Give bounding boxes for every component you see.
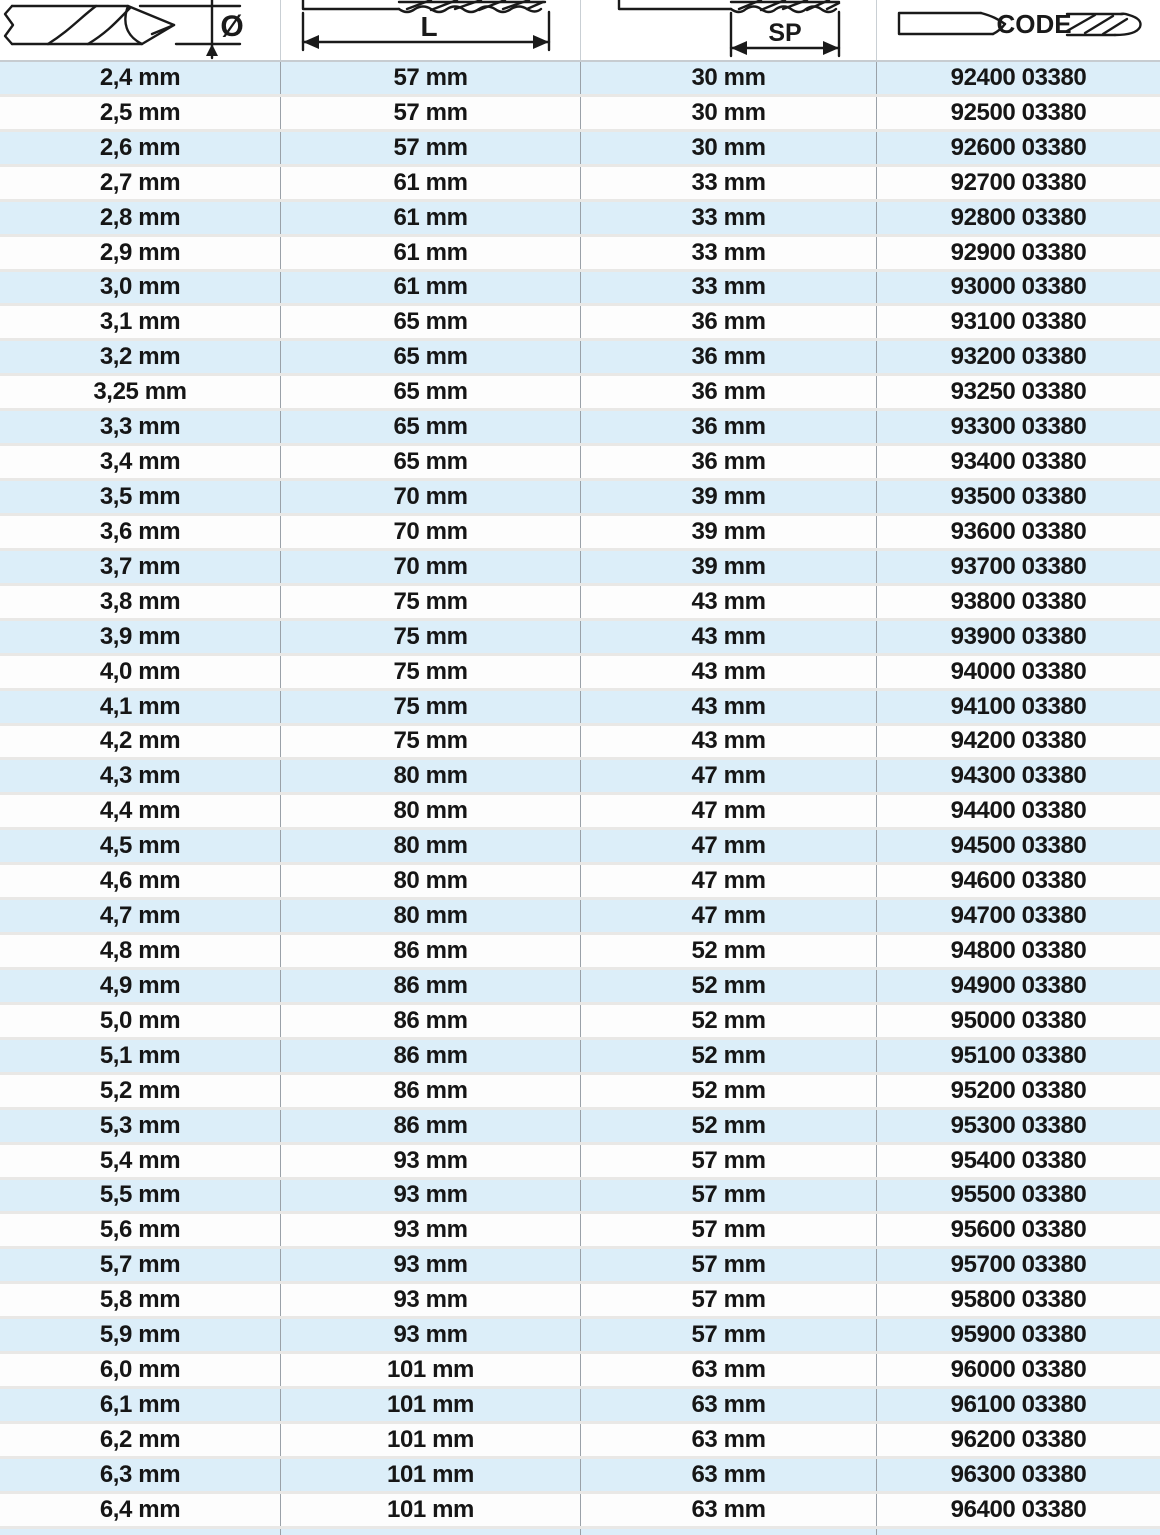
table-row — [0, 1389, 1160, 1424]
cell-length: 75 mm — [280, 656, 580, 688]
cell-diameter: 2,4 mm — [99, 63, 181, 91]
cell-diameter: 4,9 mm — [99, 971, 181, 999]
table-row — [0, 1354, 1160, 1389]
header-col-spiral — [580, 0, 876, 60]
table-row — [0, 586, 1160, 621]
cell-length: 65 mm — [280, 306, 580, 338]
diameter-symbol: Ø — [220, 10, 244, 43]
table-row — [0, 935, 1160, 970]
cell-spiral: 43 mm — [580, 726, 876, 758]
table-row — [0, 481, 1160, 516]
table-row — [0, 202, 1160, 237]
cell-spiral: 39 mm — [580, 516, 876, 548]
cell-spiral: 43 mm — [580, 691, 876, 723]
cell-length: 61 mm — [280, 167, 580, 199]
cell-code: 95000 03380 — [876, 1005, 1160, 1037]
table-row — [0, 62, 1160, 97]
cell-length: 75 mm — [280, 726, 580, 758]
cell-code: 96000 03380 — [876, 1354, 1160, 1386]
cell-length: 93 mm — [280, 1284, 580, 1316]
table-row — [0, 272, 1160, 307]
table-row — [0, 1110, 1160, 1145]
cell-code: 92800 03380 — [876, 202, 1160, 234]
cell-spiral: 63 mm — [580, 1494, 876, 1526]
drill-code-icon — [877, 0, 1160, 60]
cell-spiral: 57 mm — [580, 1180, 876, 1212]
table-row — [0, 446, 1160, 481]
cell-code: 93400 03380 — [876, 446, 1160, 478]
table-row — [0, 1284, 1160, 1319]
cell-length: 70 mm — [280, 551, 580, 583]
cell-code: 96300 03380 — [876, 1459, 1160, 1491]
cell-spiral: 47 mm — [580, 795, 876, 827]
cell-length: 57 mm — [280, 62, 580, 94]
cell-diameter: 4,5 mm — [99, 832, 181, 860]
cell-spiral: 57 mm — [580, 1319, 876, 1351]
cell-spiral: 33 mm — [580, 167, 876, 199]
cell-length: 86 mm — [280, 935, 580, 967]
cell-code: 95200 03380 — [876, 1075, 1160, 1107]
cell-code: 95500 03380 — [876, 1180, 1160, 1212]
cell-diameter: 6,2 mm — [99, 1425, 181, 1453]
cell-length: 93 mm — [280, 1214, 580, 1246]
table-row — [0, 1180, 1160, 1215]
cell-diameter: 6,3 mm — [99, 1460, 181, 1488]
table-row — [0, 656, 1160, 691]
header-col-diameter — [0, 0, 280, 60]
table-row — [0, 970, 1160, 1005]
cell-diameter: 5,1 mm — [99, 1041, 181, 1069]
cell-length: 101 mm — [280, 1389, 580, 1421]
cell-code: 94100 03380 — [876, 691, 1160, 723]
cell-spiral: 39 mm — [580, 551, 876, 583]
table-row — [0, 1319, 1160, 1354]
cell-code: 95600 03380 — [876, 1214, 1160, 1246]
cell-code: 94800 03380 — [876, 935, 1160, 967]
cell-code: 93900 03380 — [876, 621, 1160, 653]
spiral-symbol: SP — [768, 19, 802, 47]
cell-spiral: 43 mm — [580, 586, 876, 618]
cell-length: 93 mm — [280, 1319, 580, 1351]
cell-code: 93300 03380 — [876, 411, 1160, 443]
cell-length: 65 mm — [280, 376, 580, 408]
table-row — [0, 1075, 1160, 1110]
cell-diameter: 5,3 mm — [99, 1111, 181, 1139]
cell-spiral: 47 mm — [580, 900, 876, 932]
cell-diameter: 5,2 mm — [99, 1076, 181, 1104]
cell-spiral: 33 mm — [580, 202, 876, 234]
cell-length: 57 mm — [280, 97, 580, 129]
cell-code: 92900 03380 — [876, 237, 1160, 269]
table-row — [0, 411, 1160, 446]
cell-diameter: 4,8 mm — [99, 937, 181, 964]
cell-length: 101 mm — [280, 1424, 580, 1456]
cell-code: 95400 03380 — [876, 1145, 1160, 1177]
cell-diameter: 3,3 mm — [99, 413, 181, 441]
cell-spiral: 36 mm — [580, 306, 876, 338]
cell-diameter: 5,9 mm — [99, 1321, 181, 1349]
cell-code: 95800 03380 — [876, 1284, 1160, 1316]
cell-code: 95300 03380 — [876, 1110, 1160, 1142]
cell-code: 96100 03380 — [876, 1389, 1160, 1421]
cell-diameter: 4,6 mm — [99, 867, 181, 895]
cell-spiral: 33 mm — [580, 272, 876, 304]
cell-code: 92600 03380 — [876, 132, 1160, 164]
cell-length: 86 mm — [280, 1005, 580, 1037]
table-row — [0, 97, 1160, 132]
cell-length: 86 mm — [280, 1040, 580, 1072]
drill-tip-diameter-icon — [0, 0, 280, 60]
cell-diameter: 3,9 mm — [99, 622, 181, 650]
cell-spiral: 52 mm — [580, 1005, 876, 1037]
cell-diameter: 2,9 mm — [99, 238, 181, 266]
cell-code: 92400 03380 — [876, 62, 1160, 94]
cell-spiral: 47 mm — [580, 865, 876, 897]
table-row — [0, 306, 1160, 341]
cell-spiral: 30 mm — [580, 132, 876, 164]
cell-spiral: 30 mm — [580, 97, 876, 129]
table-row — [0, 551, 1160, 586]
cell-diameter: 3,2 mm — [99, 343, 181, 371]
table-row — [0, 1040, 1160, 1075]
cell-length: 93 mm — [280, 1249, 580, 1281]
cell-length: 101 mm — [280, 1459, 580, 1491]
cell-spiral: 43 mm — [580, 621, 876, 653]
cell-length: 80 mm — [280, 865, 580, 897]
cell-diameter: 4,2 mm — [99, 727, 181, 755]
cell-diameter: 5,8 mm — [99, 1286, 181, 1314]
cell-code: 93500 03380 — [876, 481, 1160, 513]
cell-spiral: 43 mm — [580, 656, 876, 688]
cell-diameter — [0, 1529, 280, 1535]
cell-spiral: 30 mm — [580, 62, 876, 94]
cell-length: 65 mm — [280, 411, 580, 443]
cell-length: 65 mm — [280, 446, 580, 478]
cell-spiral: 39 mm — [580, 481, 876, 513]
cell-spiral: 36 mm — [580, 341, 876, 373]
cell-code: 96400 03380 — [876, 1494, 1160, 1526]
cell-spiral: 52 mm — [580, 1110, 876, 1142]
cell-spiral: 63 mm — [580, 1354, 876, 1386]
cell-spiral: 63 mm — [580, 1424, 876, 1456]
cell-diameter: 3,8 mm — [99, 587, 181, 615]
table-body — [0, 62, 1160, 1535]
cell-length: 61 mm — [280, 202, 580, 234]
cell-diameter: 3,7 mm — [99, 552, 181, 580]
length-symbol: L — [420, 11, 438, 42]
cell-spiral: 52 mm — [580, 970, 876, 1002]
cell-diameter: 3,0 mm — [99, 273, 181, 301]
cell-diameter: 5,4 mm — [99, 1146, 181, 1174]
cell-length: 86 mm — [280, 1110, 580, 1142]
cell-spiral: 57 mm — [580, 1249, 876, 1281]
cell-diameter: 3,4 mm — [99, 448, 181, 476]
cell-code: 93600 03380 — [876, 516, 1160, 548]
cell-length: 61 mm — [280, 272, 580, 304]
cell-spiral — [580, 1529, 876, 1535]
code-symbol: CODE — [996, 9, 1072, 39]
cell-length: 80 mm — [280, 900, 580, 932]
cell-length: 93 mm — [280, 1145, 580, 1177]
cell-spiral: 52 mm — [580, 1040, 876, 1072]
cell-code: 94500 03380 — [876, 830, 1160, 862]
cell-length: 86 mm — [280, 970, 580, 1002]
cell-code: 94400 03380 — [876, 795, 1160, 827]
cell-diameter: 4,4 mm — [99, 797, 181, 825]
table-row — [0, 865, 1160, 900]
cell-diameter: 5,5 mm — [99, 1181, 181, 1209]
cell-length: 80 mm — [280, 830, 580, 862]
cell-diameter: 6,0 mm — [99, 1356, 181, 1384]
table-row — [0, 376, 1160, 411]
cell-code: 94200 03380 — [876, 726, 1160, 758]
cell-code: 94300 03380 — [876, 760, 1160, 792]
cell-diameter: 2,8 mm — [99, 203, 181, 231]
cell-length — [280, 1529, 580, 1535]
cell-code: 96200 03380 — [876, 1424, 1160, 1456]
table-row — [0, 1494, 1160, 1529]
cell-code: 94600 03380 — [876, 865, 1160, 897]
cell-length: 101 mm — [280, 1354, 580, 1386]
table-row — [0, 1214, 1160, 1249]
table-row — [0, 830, 1160, 865]
table-row — [0, 1005, 1160, 1040]
cell-code: 94700 03380 — [876, 900, 1160, 932]
cell-diameter: 5,7 mm — [99, 1251, 181, 1279]
cell-diameter: 6,4 mm — [99, 1495, 181, 1523]
cell-length: 93 mm — [280, 1180, 580, 1212]
cell-code: 93250 03380 — [876, 376, 1160, 408]
cell-code: 94900 03380 — [876, 970, 1160, 1002]
cell-spiral: 36 mm — [580, 376, 876, 408]
cell-code: 95100 03380 — [876, 1040, 1160, 1072]
cell-diameter: 6,1 mm — [99, 1390, 181, 1418]
cell-code: 95900 03380 — [876, 1319, 1160, 1351]
cell-spiral: 63 mm — [580, 1389, 876, 1421]
cell-code: 93000 03380 — [876, 272, 1160, 304]
cell-code: 93200 03380 — [876, 341, 1160, 373]
cell-length: 70 mm — [280, 516, 580, 548]
table-header — [0, 0, 1160, 62]
cell-length: 80 mm — [280, 760, 580, 792]
cell-code: 93700 03380 — [876, 551, 1160, 583]
cell-code: 93800 03380 — [876, 586, 1160, 618]
cell-diameter: 3,25 mm — [93, 378, 187, 406]
drill-overall-length-icon — [281, 0, 581, 60]
cell-length: 61 mm — [280, 237, 580, 269]
header-col-code — [876, 0, 1160, 60]
cell-length: 75 mm — [280, 691, 580, 723]
table-row — [0, 167, 1160, 202]
cell-spiral: 57 mm — [580, 1145, 876, 1177]
table-row — [0, 341, 1160, 376]
cell-spiral: 33 mm — [580, 237, 876, 269]
table-row — [0, 132, 1160, 167]
cell-spiral: 52 mm — [580, 1075, 876, 1107]
cell-spiral: 52 mm — [580, 935, 876, 967]
cell-spiral: 47 mm — [580, 760, 876, 792]
cell-spiral: 36 mm — [580, 446, 876, 478]
cell-spiral: 57 mm — [580, 1284, 876, 1316]
cell-diameter: 2,5 mm — [99, 98, 181, 126]
cell-length: 70 mm — [280, 481, 580, 513]
table-row — [0, 900, 1160, 935]
cell-length: 75 mm — [280, 621, 580, 653]
cell-diameter: 4,0 mm — [99, 657, 181, 685]
cell-spiral: 57 mm — [580, 1214, 876, 1246]
table-row — [0, 516, 1160, 551]
table-row — [0, 237, 1160, 272]
cell-length: 80 mm — [280, 795, 580, 827]
cell-length: 75 mm — [280, 586, 580, 618]
cell-code — [876, 1529, 1160, 1535]
table-row — [0, 1424, 1160, 1459]
cell-length: 86 mm — [280, 1075, 580, 1107]
cell-diameter: 3,1 mm — [99, 308, 181, 336]
cell-spiral: 36 mm — [580, 411, 876, 443]
cell-diameter: 3,6 mm — [99, 517, 181, 545]
cell-length: 101 mm — [280, 1494, 580, 1526]
cell-spiral: 47 mm — [580, 830, 876, 862]
header-col-length — [280, 0, 580, 60]
table-row — [0, 760, 1160, 795]
cell-diameter: 5,6 mm — [99, 1216, 181, 1244]
cell-code: 92500 03380 — [876, 97, 1160, 129]
cell-code: 92700 03380 — [876, 167, 1160, 199]
cell-code: 95700 03380 — [876, 1249, 1160, 1281]
cell-code: 93100 03380 — [876, 306, 1160, 338]
cell-diameter: 4,3 mm — [99, 762, 181, 790]
table-row — [0, 621, 1160, 656]
table-row — [0, 1529, 1160, 1535]
cell-diameter: 4,1 mm — [99, 692, 181, 720]
table-row — [0, 1459, 1160, 1494]
drill-flute-length-icon — [581, 0, 877, 60]
cell-spiral: 63 mm — [580, 1459, 876, 1491]
table-row — [0, 795, 1160, 830]
cell-diameter: 5,0 mm — [99, 1006, 181, 1034]
table-row — [0, 1145, 1160, 1180]
cell-diameter: 2,6 mm — [99, 133, 181, 161]
table-row — [0, 1249, 1160, 1284]
table-row — [0, 726, 1160, 761]
cell-length: 65 mm — [280, 341, 580, 373]
cell-diameter: 3,5 mm — [99, 483, 181, 511]
table-row — [0, 691, 1160, 726]
cell-code: 94000 03380 — [876, 656, 1160, 688]
cell-length: 57 mm — [280, 132, 580, 164]
cell-diameter: 4,7 mm — [99, 902, 181, 930]
cell-diameter: 2,7 mm — [99, 168, 181, 196]
